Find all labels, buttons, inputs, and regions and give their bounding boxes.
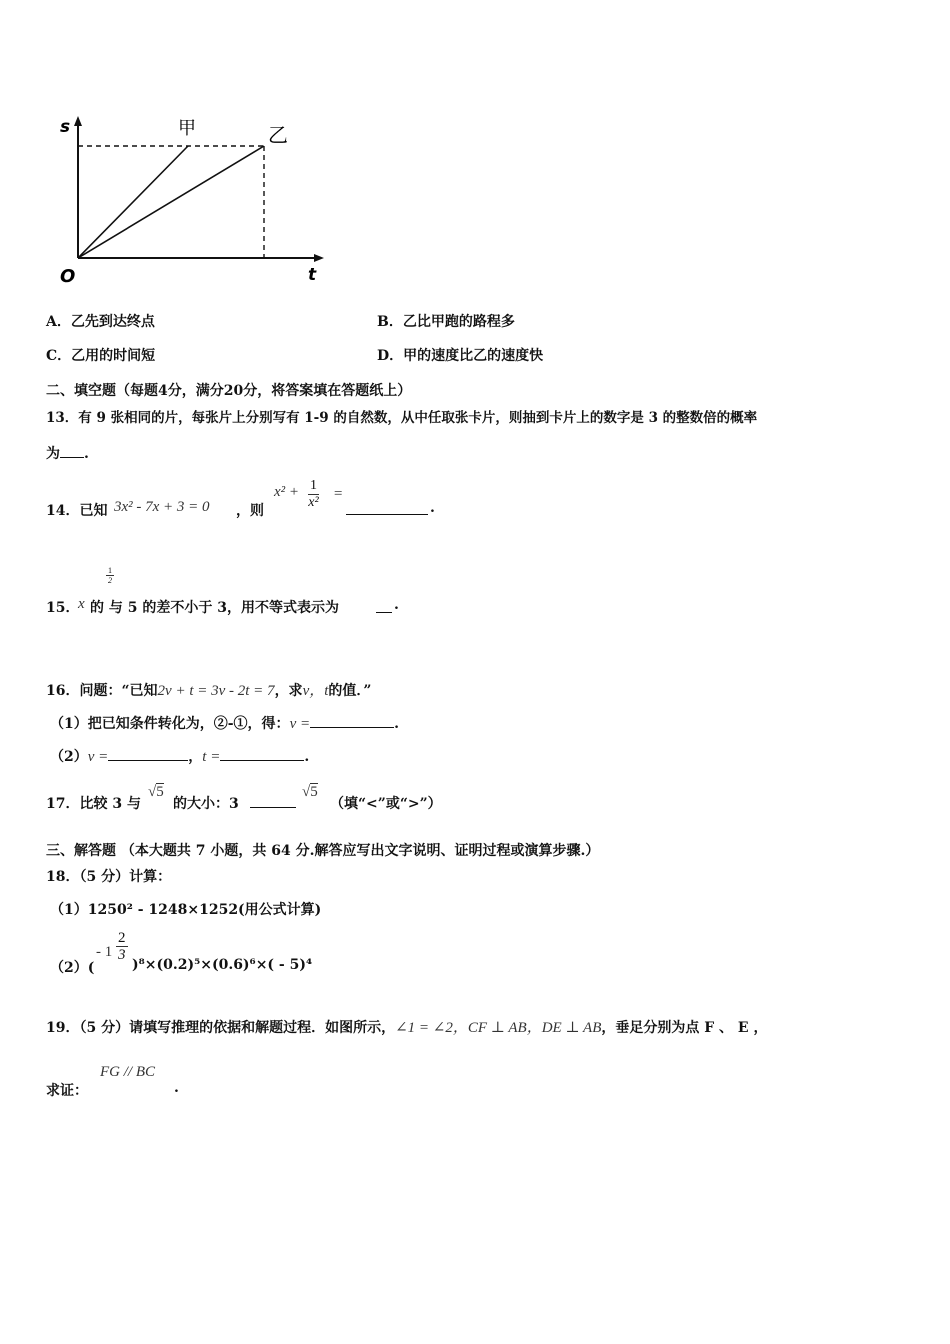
q16-part2-v-blank — [108, 748, 188, 761]
x-axis-arrow — [314, 254, 324, 262]
q14-then: ，则 — [236, 503, 264, 519]
q18-frac-den: 3 — [118, 947, 126, 963]
x-axis-label: t — [308, 265, 317, 285]
q13-blank — [60, 445, 84, 458]
q15-text: 的 与 5 的差不小于 3，用不等式表示为 — [90, 600, 339, 616]
q19-prove-label: 求证： — [46, 1083, 88, 1099]
q19-goal: FG // BC — [100, 1064, 155, 1080]
q15-fraction — [106, 566, 114, 585]
origin-label: O — [60, 266, 76, 287]
q13-line1: 13．有 9 张相同的片，每张片上分别写有 1-9 的自然数，从中任取张卡片，则抽到卡片上的数字是 3 的整数倍的概率 — [46, 410, 758, 426]
option-a: A．乙先到达终点 — [46, 314, 155, 330]
option-d: D．甲的速度比乙的速度快 — [377, 348, 544, 364]
q17-prefix: 17．比较 3 与 — [46, 796, 141, 812]
q16-part2-t: t = — [202, 749, 221, 765]
option-b: B．乙比甲跑的路程多 — [377, 314, 515, 330]
q15-frac-den: 2 — [108, 576, 112, 585]
y-axis-arrow — [74, 116, 82, 126]
q17-sqrt-a-value: 5 — [156, 784, 164, 800]
q19-suffix: ，垂足分别为点 F 、 E ， — [601, 1020, 768, 1036]
q15-frac-num: 1 — [108, 566, 112, 575]
q18-part2-rest: )⁸×(0.2)⁵×(0.6)⁶×( - 5)⁴ — [132, 957, 313, 973]
q14-frac-num: 1 — [310, 478, 317, 493]
q16-prefix: 16．问题：“已知 — [46, 683, 158, 699]
q15-blank — [376, 600, 392, 613]
y-axis-label: s — [60, 117, 71, 137]
q16-part2-text: （2） — [50, 749, 88, 765]
q14-blank — [346, 502, 428, 515]
q19-prefix: 19．（5 分）请填写推理的依据和解题过程．如图所示， — [46, 1020, 396, 1036]
q14-frac-den: x² — [308, 495, 319, 510]
q17-mid: 的大小：3 — [173, 796, 239, 812]
option-c: C．乙用的时间短 — [46, 348, 156, 364]
q16-end: 的值．” — [328, 683, 372, 699]
q17-sqrt-a: √5 — [148, 784, 164, 800]
q17-sqrt-b: √5 — [302, 784, 318, 800]
q13-text: 为 — [46, 446, 60, 462]
q18-part2-prefix: （2）( — [50, 960, 95, 976]
q16-part1-blank — [310, 715, 394, 728]
q16-part2-v: v = — [87, 749, 109, 765]
q16-vars: v，t — [302, 683, 329, 699]
label-jia: 甲 — [178, 118, 196, 139]
q16-part1-var: v = — [289, 716, 311, 732]
q14-prefix: 14．已知 — [46, 503, 108, 519]
q16 — [46, 679, 371, 700]
q18-part2-whole: - 1 — [96, 944, 113, 960]
q14-fraction — [308, 478, 319, 511]
q16-part2-t-blank — [220, 748, 304, 761]
q17-sqrt-b-value: 5 — [310, 784, 318, 800]
q18-part2-fraction — [116, 930, 128, 963]
q18-frac-num: 2 — [118, 930, 126, 946]
q15-variable: x — [78, 596, 85, 612]
q19-math: ∠1 = ∠2，CF ⊥ AB，DE ⊥ AB — [395, 1020, 602, 1036]
label-yi: 乙 — [268, 123, 288, 147]
q16-part1: （1）把已知条件转化为，②-①，得：v = . — [50, 716, 399, 732]
q16-mid: ，求 — [274, 683, 303, 699]
section-2-heading: 二、填空题（每题4分，满分20分，将答案填在答题纸上） — [46, 383, 412, 399]
q18-part1: （1）1250² - 1248×1252(用公式计算) — [50, 902, 322, 918]
q17-suffix: （填“<”或“>”） — [330, 796, 442, 812]
q16-part1-text: （1）把已知条件转化为，②-①，得： — [50, 716, 290, 732]
q18-heading: 18．（5 分）计算： — [46, 869, 172, 885]
q14-equation: 3x² - 7x + 3 = 0 — [114, 499, 210, 515]
q16-part2: （2）v = ，t = . — [50, 749, 310, 765]
q16-equation: 2v + t = 3v - 2t = 7 — [157, 683, 275, 699]
q15-prefix: 15． — [46, 600, 80, 616]
q13-line2: 为 . — [46, 446, 89, 462]
q19 — [46, 1016, 767, 1037]
section-3-heading: 三、解答题 （本大题共 7 小题，共 64 分.解答应写出文字说明、证明过程或演算步骤.） — [46, 843, 600, 859]
q17-blank — [250, 795, 296, 808]
distance-time-graph — [50, 110, 340, 290]
